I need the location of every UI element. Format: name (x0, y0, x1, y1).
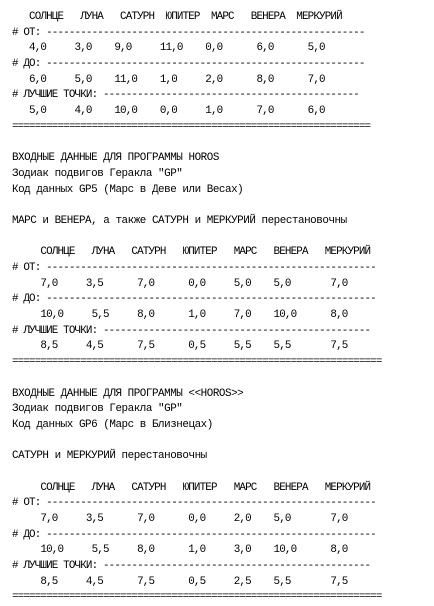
spacer (12, 136, 422, 152)
table3-from-values: 7,0 3,5 7,0 0,0 2,0 5,0 7,0 (12, 513, 348, 525)
table2-from-values: 7,0 3,5 7,0 0,0 5,0 5,0 7,0 (12, 277, 348, 290)
block2-intro-zodiac: Зодиак подвигов Геракла "GP" (12, 167, 183, 180)
table1-to-label: # ДО: -------------------------------------------------------- (12, 58, 365, 71)
table3-to-values: 10,0 5,5 8,0 1,0 3,0 10,0 8,0 (12, 544, 348, 557)
spacer (12, 198, 422, 214)
document-body (12, 10, 422, 606)
table2-from-label: # ОТ: ---------------------------------------------------------- (12, 262, 376, 274)
spacer (12, 230, 422, 246)
block2-intro-title: ВХОДНЫЕ ДАННЫЕ ДЛЯ ПРОГРАММЫ HOROS (12, 152, 219, 165)
table1-best-values: 5,0 4,0 10,0 0,0 1,0 7,0 6,0 (12, 105, 325, 118)
table3-from-label: # ОТ: ---------------------------------------------------------- (12, 497, 376, 510)
spacer (12, 371, 422, 387)
table3-separator: ================================================================= (12, 591, 382, 604)
table3-header: СОЛНЦЕ ЛУНА САТУРН ЮПИТЕР МАРС ВЕНЕРА МЕРКУРИЙ (12, 481, 371, 494)
table1-from-label: # ОТ: -------------------------------------------------------- (12, 26, 365, 39)
table2-separator: ================================================================= (12, 356, 382, 369)
table3-best-label: # ЛУЧШИЕ ТОЧКИ: ----------------------------------------------- (12, 560, 371, 573)
table2-best-values: 8,5 4,5 7,5 0,5 5,5 5,5 7,5 (12, 340, 348, 353)
block3-intro-code: Код данных GP6 (Марс в Близнецах) (12, 418, 213, 431)
block3-permutation-note: САТУРН и МЕРКУРИЙ перестановочны (12, 450, 207, 463)
table2-best-label: # ЛУЧШИЕ ТОЧКИ: ----------------------------------------------- (12, 324, 371, 337)
table2-to-label: # ДО: ---------------------------------------------------------- (12, 293, 376, 306)
spacer (12, 434, 422, 450)
table2-to-values: 10,0 5,5 8,0 1,0 7,0 10,0 8,0 (12, 309, 348, 322)
block2-intro-code: Код данных GP5 (Марс в Деве или Весах) (12, 183, 244, 196)
table3-to-label: # ДО: ---------------------------------------------------------- (12, 528, 376, 541)
spacer (12, 465, 422, 481)
block3-intro-title: ВХОДНЫЕ ДАННЫЕ ДЛЯ ПРОГРАММЫ <<HOROS>> (12, 387, 244, 400)
table3-best-values: 8,5 4,5 7,5 0,5 2,5 5,5 7,5 (12, 575, 348, 588)
table1-to-values: 6,0 5,0 11,0 1,0 2,0 8,0 7,0 (12, 73, 325, 86)
block3-intro-zodiac: Зодиак подвигов Геракла "GP" (12, 403, 183, 416)
table1-separator: =============================================================== (12, 120, 371, 133)
table1-header: СОЛНЦЕ ЛУНА САТУРН ЮПИТЕР МАРС ВЕНЕРА МЕРКУРИЙ (12, 11, 342, 23)
table1-best-label: # ЛУЧШИЕ ТОЧКИ: --------------------------------------------- (12, 89, 359, 102)
table2-header: СОЛНЦЕ ЛУНА САТУРН ЮПИТЕР МАРС ВЕНЕРА МЕРКУРИЙ (12, 246, 371, 259)
block2-permutation-note: МАРС и ВЕНЕРА, а также САТУРН и МЕРКУРИЙ перестановочны (12, 214, 347, 227)
table1-from-values: 4,0 3,0 9,0 11,0 0,0 6,0 5,0 (12, 42, 325, 55)
